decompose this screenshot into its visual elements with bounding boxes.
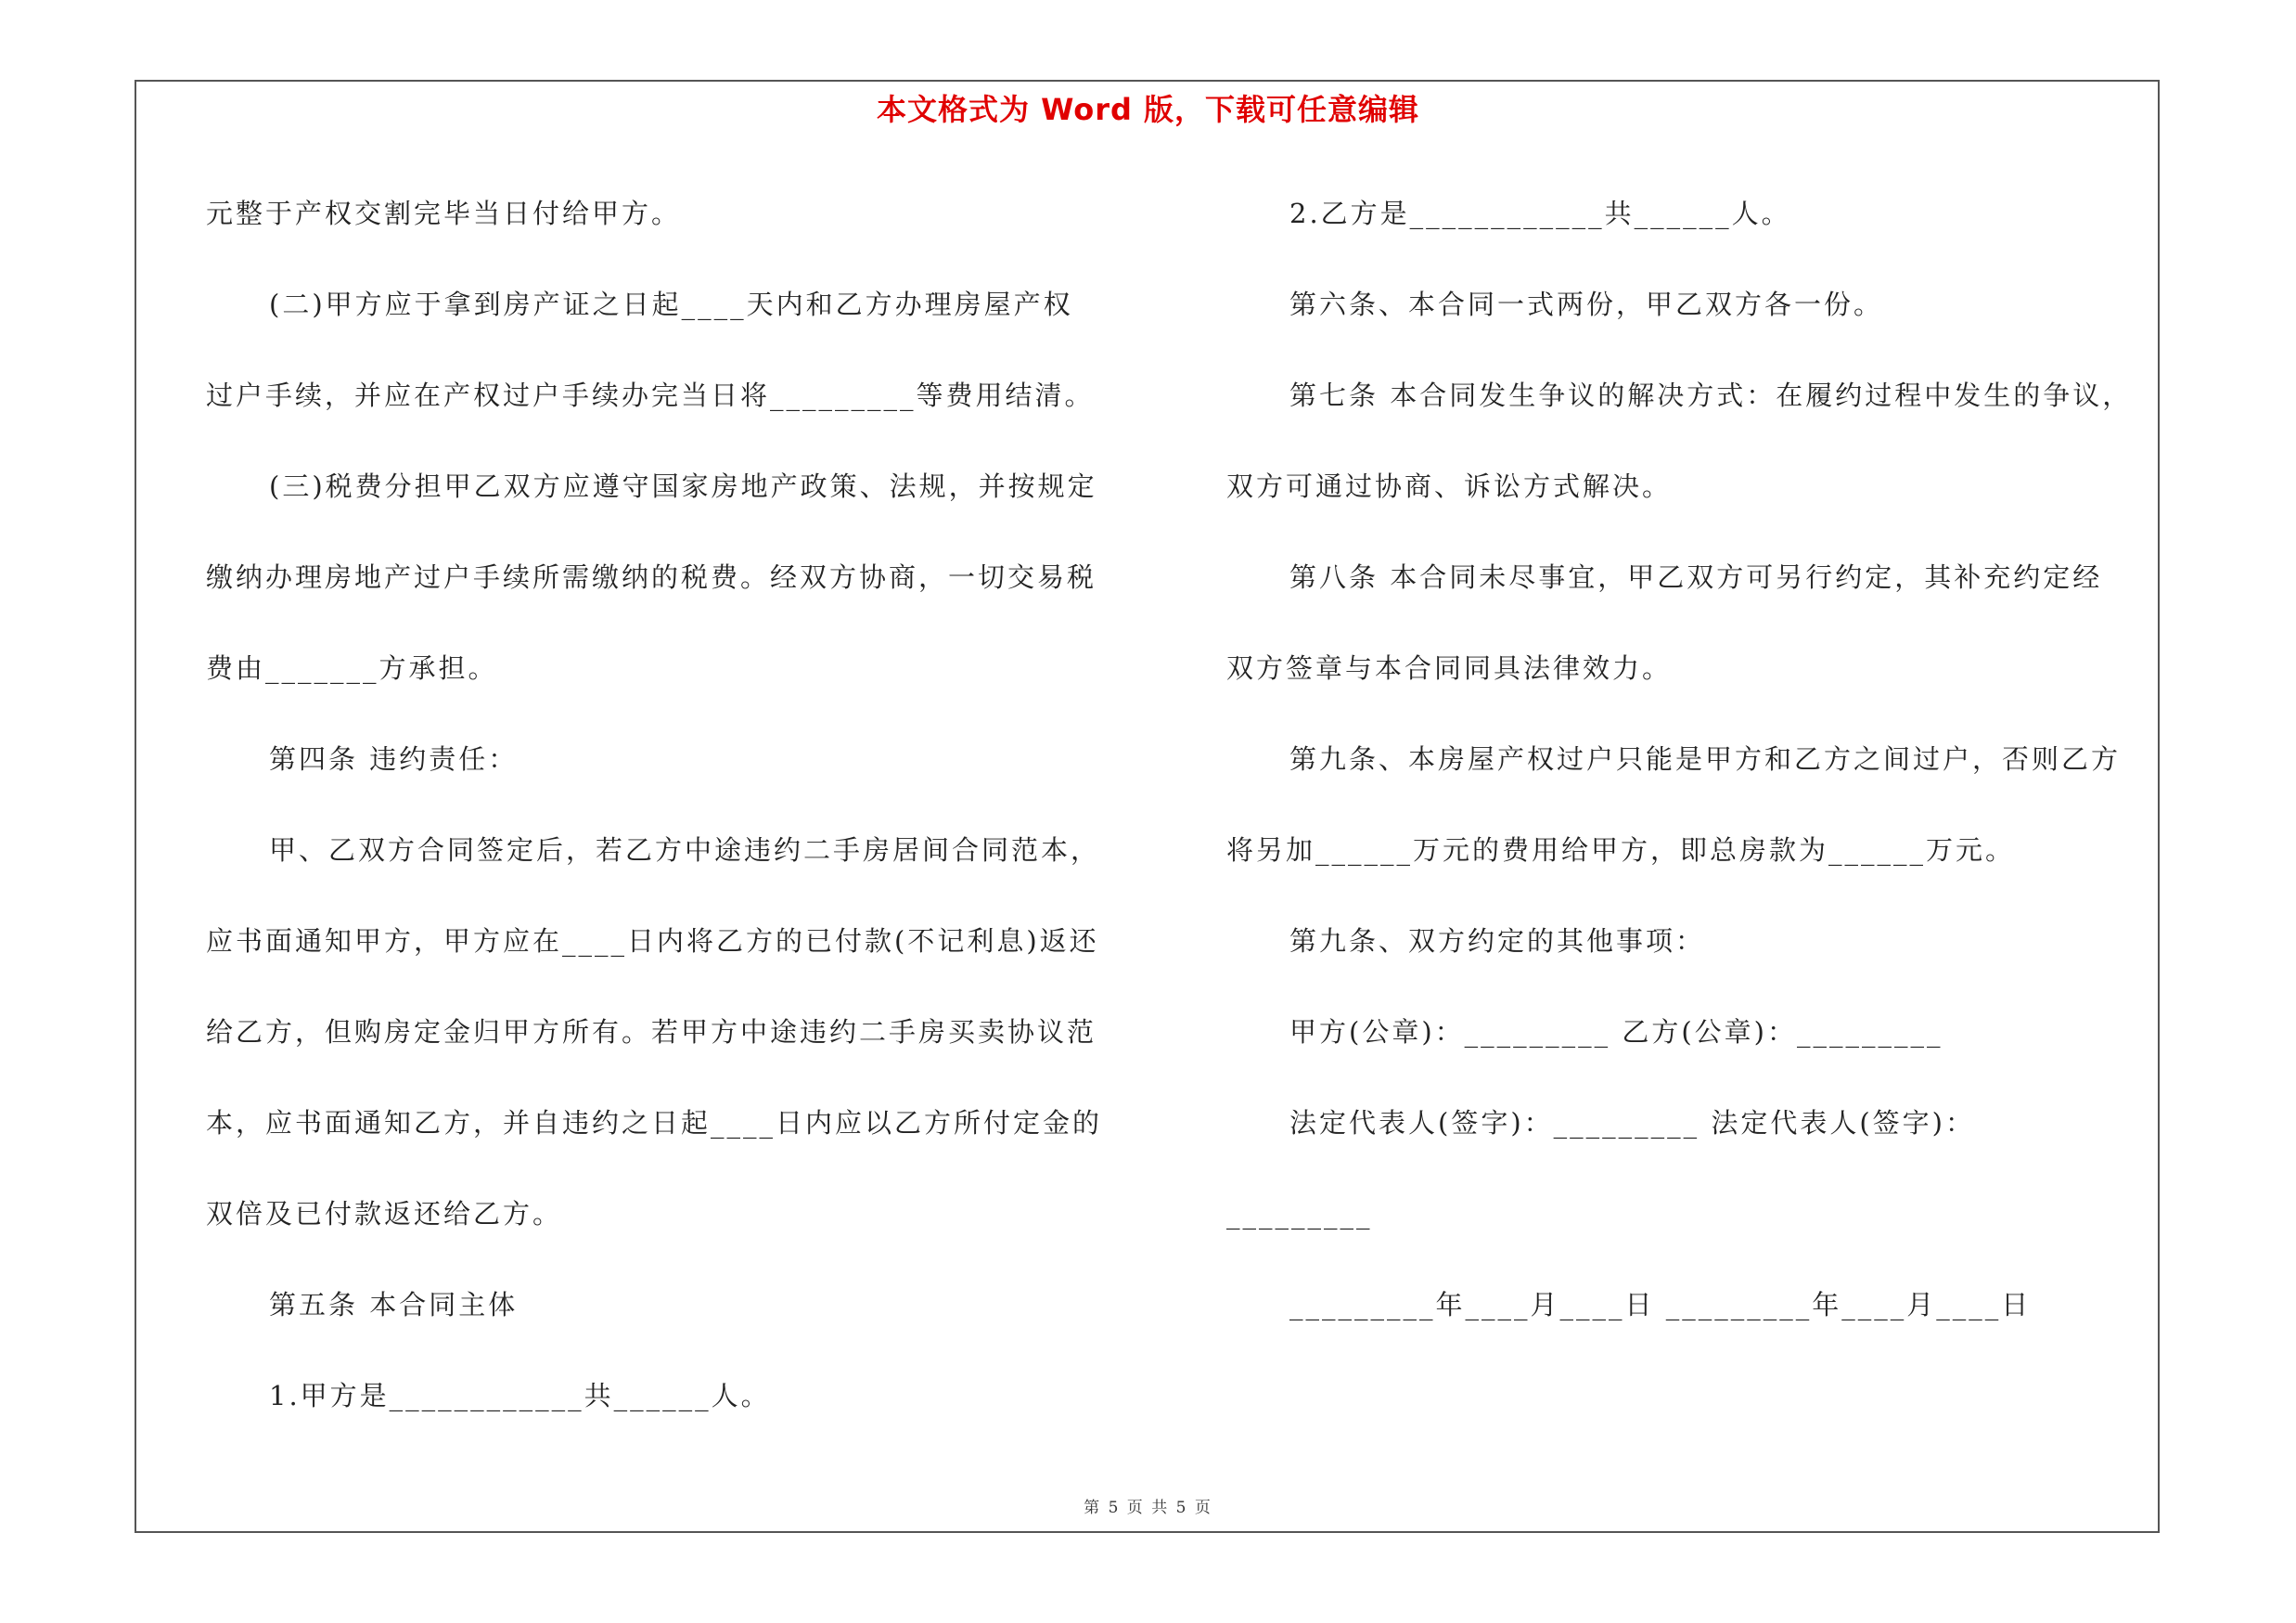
right-line-3: 第七条 本合同发生争议的解决方式：在履约过程中发生的争议， bbox=[1289, 380, 2133, 411]
page-footer: 第 5 页 共 5 页 bbox=[1084, 1499, 1212, 1517]
left-line-13: 第五条 本合同主体 bbox=[269, 1289, 519, 1320]
right-line-10: 甲方(公章)：_________ 乙方(公章)：_________ bbox=[1289, 1016, 1943, 1048]
right-line-1: 2.乙方是____________共______人。 bbox=[1289, 198, 1791, 229]
format-banner: 本文格式为 Word 版，下载可任意编辑 bbox=[876, 92, 1420, 127]
left-line-14: 1.甲方是____________共______人。 bbox=[269, 1380, 771, 1411]
left-line-9: 应书面通知甲方，甲方应在____日内将乙方的已付款(不记利息)返还 bbox=[206, 925, 1099, 957]
left-line-3: 过户手续，并应在产权过户手续办完当日将_________等费用结清。 bbox=[206, 380, 1095, 411]
left-line-11: 本，应书面通知乙方，并自违约之日起____日内应以乙方所付定金的 bbox=[206, 1107, 1103, 1139]
right-line-9: 第九条、双方约定的其他事项： bbox=[1289, 925, 1706, 957]
left-line-5: 缴纳办理房地产过户手续所需缴纳的税费。经双方协商，一切交易税 bbox=[206, 561, 1097, 593]
left-line-10: 给乙方，但购房定金归甲方所有。若甲方中途违约二手房买卖协议范 bbox=[206, 1016, 1097, 1048]
right-line-7: 第九条、本房屋产权过户只能是甲方和乙方之间过户，否则乙方 bbox=[1289, 743, 2122, 775]
left-line-4: (三)税费分担甲乙双方应遵守国家房地产政策、法规，并按规定 bbox=[269, 470, 1097, 502]
right-line-4: 双方可通过协商、诉讼方式解决。 bbox=[1226, 470, 1673, 502]
right-line-11: 法定代表人(签字)：_________ 法定代表人(签字)： bbox=[1289, 1107, 1975, 1139]
left-line-1: 元整于产权交割完毕当日付给甲方。 bbox=[206, 198, 682, 229]
right-line-13: _________年____月____日 _________年____月____日 bbox=[1289, 1289, 2032, 1320]
right-line-5: 第八条 本合同未尽事宜，甲乙双方可另行约定，其补充约定经 bbox=[1289, 561, 2103, 593]
left-line-7: 第四条 违约责任： bbox=[269, 743, 519, 775]
left-line-8: 甲、乙双方合同签定后，若乙方中途违约二手房居间合同范本， bbox=[269, 834, 1101, 866]
right-line-12: _________ bbox=[1226, 1198, 1373, 1230]
left-line-6: 费由_______方承担。 bbox=[206, 652, 498, 684]
right-line-2: 第六条、本合同一式两份，甲乙双方各一份。 bbox=[1289, 289, 1884, 320]
right-line-6: 双方签章与本合同同具法律效力。 bbox=[1226, 652, 1673, 684]
left-line-12: 双倍及已付款返还给乙方。 bbox=[206, 1198, 563, 1230]
left-line-2: (二)甲方应于拿到房产证之日起____天内和乙方办理房屋产权 bbox=[269, 289, 1073, 320]
right-line-8: 将另加______万元的费用给甲方，即总房款为______万元。 bbox=[1226, 834, 2016, 866]
